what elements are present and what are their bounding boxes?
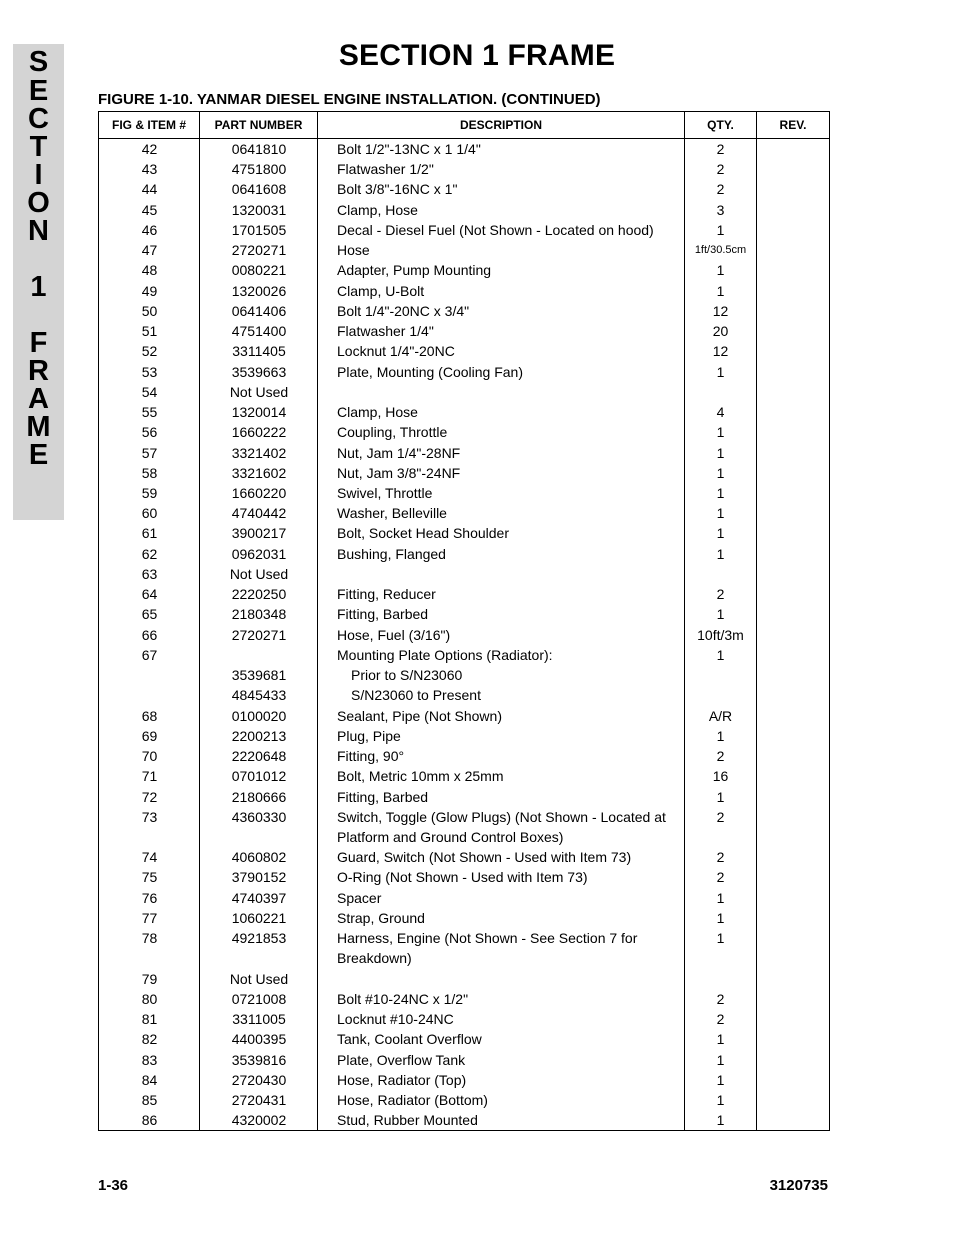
side-tab-letter: F (29, 327, 48, 359)
table-row (99, 260, 829, 280)
description-cell: Coupling, Throttle (337, 424, 448, 441)
table-row (99, 908, 829, 928)
description-cell: Bolt #10-24NC x 1/2" (337, 990, 469, 1007)
item-number-cell: 50 (141, 302, 158, 319)
item-number-cell: 47 (141, 242, 158, 259)
description-cell: Plate, Mounting (Cooling Fan) (337, 363, 523, 380)
item-number-cell: 71 (141, 768, 158, 785)
description-cell: Fitting, 90° (337, 748, 405, 765)
part-number-cell: 1660220 (231, 484, 287, 501)
description-cell: Flatwasher 1/4" (337, 323, 434, 340)
description-cell: Locknut #10-24NC (337, 1011, 454, 1028)
table-row (99, 422, 829, 442)
description-cell: Hose, Radiator (Top) (337, 1071, 467, 1088)
quantity-cell: 1 (716, 1071, 725, 1088)
part-number-cell: 4740397 (231, 889, 287, 906)
part-number-cell: 3321602 (231, 464, 287, 481)
item-number-cell: 61 (141, 525, 158, 542)
table-row (99, 969, 829, 989)
part-number-cell: 0641810 (231, 141, 287, 157)
item-number-cell: 55 (141, 404, 158, 421)
item-number-cell: 72 (141, 788, 158, 805)
part-number-cell: Not Used (229, 565, 289, 582)
description-cell: Nut, Jam 1/4"-28NF (337, 444, 461, 461)
table-row (99, 564, 829, 584)
table-row (99, 301, 829, 321)
item-number-cell: 43 (141, 161, 158, 178)
table-row (99, 503, 829, 523)
item-number-cell: 46 (141, 221, 158, 238)
description-cell: Decal - Diesel Fuel (Not Shown - Located on hood) (337, 221, 654, 238)
table-row (99, 584, 829, 604)
item-number-cell: 74 (141, 849, 158, 866)
side-tab-letter: I (34, 159, 43, 191)
table-row (99, 726, 829, 746)
item-number-cell: 56 (141, 424, 158, 441)
item-number-cell: 57 (141, 444, 158, 461)
item-number-cell: 52 (141, 343, 158, 360)
part-number-cell: 3539816 (231, 1051, 287, 1068)
table-row (99, 685, 829, 705)
part-number-cell: 4921853 (231, 930, 287, 947)
table-row (99, 787, 829, 807)
side-tab-letter: E (28, 75, 49, 107)
quantity-cell: 12 (712, 302, 729, 319)
description-cell: Strap, Ground (337, 909, 425, 926)
description-cell: Bolt 3/8"-16NC x 1" (337, 181, 458, 198)
description-cell: Bolt, Metric 10mm x 25mm (337, 768, 504, 785)
part-number-cell: 1320014 (231, 404, 287, 421)
quantity-cell: 1 (716, 909, 725, 926)
part-number-cell: 2180348 (231, 606, 287, 623)
table-row (99, 179, 829, 199)
quantity-cell: 1 (716, 1112, 725, 1129)
item-number-cell: 64 (141, 586, 158, 603)
item-number-cell: 42 (141, 141, 158, 157)
part-number-cell: 3900217 (231, 525, 287, 542)
description-cell: O-Ring (Not Shown - Used with Item 73) (337, 869, 588, 886)
part-number-cell: 2720271 (231, 626, 287, 643)
quantity-cell: 2 (716, 869, 725, 886)
table-row (99, 240, 829, 260)
item-number-cell: 53 (141, 363, 158, 380)
item-number-cell: 66 (141, 626, 158, 643)
quantity-cell: 1 (716, 606, 725, 623)
description-cell: Stud, Rubber Mounted (337, 1112, 478, 1129)
item-number-cell: 51 (141, 323, 158, 340)
table-row (99, 483, 829, 503)
table-row (99, 1070, 829, 1090)
quantity-cell: 1 (716, 1051, 725, 1068)
part-number-cell: 0641406 (231, 302, 287, 319)
table-row (99, 847, 829, 867)
description-cell: Swivel, Throttle (337, 484, 433, 501)
table-row (99, 604, 829, 624)
item-number-cell: 49 (141, 282, 158, 299)
quantity-cell: 1 (716, 464, 725, 481)
item-number-cell: 59 (141, 484, 158, 501)
description-cell: Clamp, Hose (337, 404, 418, 421)
part-number-cell: 1701505 (231, 221, 287, 238)
item-number-cell: 85 (141, 1092, 158, 1109)
table-row (99, 200, 829, 220)
document-number: 3120735 (769, 1177, 828, 1194)
item-number-cell: 86 (141, 1112, 158, 1129)
item-number-cell: 76 (141, 889, 158, 906)
item-number-cell: 73 (141, 808, 158, 825)
quantity-cell: 2 (716, 990, 725, 1007)
description-cell: Fitting, Barbed (337, 606, 429, 623)
quantity-cell: 2 (716, 808, 725, 825)
table-row (99, 625, 829, 645)
part-number-cell: 1660222 (231, 424, 287, 441)
description-cell: Hose (337, 242, 370, 259)
quantity-cell: 1 (716, 889, 725, 906)
table-row (99, 928, 829, 968)
item-number-cell: 84 (141, 1071, 158, 1088)
part-number-cell: 0721008 (231, 990, 287, 1007)
table-row (99, 463, 829, 483)
quantity-cell: 1 (716, 484, 725, 501)
part-number-cell: 3311405 (232, 343, 286, 360)
quantity-cell: 1 (716, 545, 725, 562)
quantity-cell: 1 (716, 424, 725, 441)
quantity-cell: 2 (716, 849, 725, 866)
quantity-cell: 20 (712, 323, 729, 340)
description-cell: Adapter, Pump Mounting (337, 262, 492, 279)
table-row (99, 1029, 829, 1049)
part-number-cell: 3539663 (231, 363, 287, 380)
table-row (99, 1090, 829, 1110)
table-row (99, 746, 829, 766)
item-number-cell: 77 (141, 909, 158, 926)
part-number-cell: 0962031 (231, 545, 287, 562)
description-cell: Fitting, Barbed (337, 788, 429, 805)
section-side-tab (13, 44, 64, 520)
item-number-cell: 70 (141, 748, 158, 765)
description-cell: Tank, Coolant Overflow (337, 1031, 482, 1048)
item-number-cell: 80 (141, 990, 158, 1007)
item-number-cell: 79 (141, 970, 158, 987)
quantity-cell: 1ft/30.5cm (694, 244, 747, 257)
table-row (99, 706, 829, 726)
part-number-cell: 2200213 (231, 727, 287, 744)
description-cell: Locknut 1/4"-20NC (337, 343, 455, 360)
description-cell: Hose, Radiator (Bottom) (337, 1092, 488, 1109)
header-description: DESCRIPTION (459, 118, 542, 132)
description-cell: Nut, Jam 3/8"-24NF (337, 464, 461, 481)
part-number-cell: 0641608 (231, 181, 287, 198)
header-part-number: PART NUMBER (214, 118, 303, 132)
description-cell: Bolt 1/4"-20NC x 3/4" (337, 302, 470, 319)
part-number-cell: 4751800 (231, 161, 287, 178)
part-number-cell: 4060802 (231, 849, 287, 866)
quantity-cell: 1 (716, 1092, 725, 1109)
header-fig-item: FIG & ITEM # (111, 118, 186, 132)
parts-table (98, 111, 830, 1131)
item-number-cell: 65 (141, 606, 158, 623)
section-title: SECTION 1 FRAME (338, 39, 616, 72)
description-cell: Guard, Switch (Not Shown - Used with Item 73) (337, 849, 632, 866)
part-number-cell: 2220648 (231, 748, 287, 765)
item-number-cell: 69 (141, 727, 158, 744)
quantity-cell: 1 (716, 262, 725, 279)
description-cell: Bushing, Flanged (337, 545, 446, 562)
description-cell: Fitting, Reducer (337, 586, 436, 603)
part-number-cell: 2720271 (231, 242, 287, 259)
table-row (99, 867, 829, 887)
quantity-cell: 4 (716, 404, 725, 421)
side-tab-letter: O (27, 187, 50, 219)
description-cell: Harness, Engine (Not Shown - See Section 7 for Breakdown) (337, 930, 638, 967)
side-tab-letter: T (29, 131, 48, 163)
table-row (99, 382, 829, 402)
part-number-cell: Not Used (229, 383, 289, 400)
description-cell: Sealant, Pipe (Not Shown) (337, 707, 502, 724)
table-row (99, 1050, 829, 1070)
table-row (99, 321, 829, 341)
table-row (99, 665, 829, 685)
item-number-cell: 83 (141, 1051, 158, 1068)
table-row (99, 1110, 829, 1130)
quantity-cell: 2 (716, 141, 725, 157)
table-row (99, 443, 829, 463)
part-number-cell: 3539681 (231, 667, 287, 684)
item-number-cell: 45 (141, 201, 158, 218)
quantity-cell: 1 (716, 788, 725, 805)
table-row (99, 281, 829, 301)
side-tab-letter: C (28, 103, 49, 135)
description-cell: Washer, Belleville (337, 505, 447, 522)
part-number-cell: 0701012 (231, 768, 287, 785)
part-number-cell: 0080221 (231, 262, 287, 279)
part-number-cell: 0100020 (231, 707, 287, 724)
item-number-cell: 54 (141, 383, 158, 400)
part-number-cell: 2180666 (231, 788, 287, 805)
table-row (99, 362, 829, 382)
quantity-cell: 12 (712, 343, 729, 360)
table-row (99, 645, 829, 665)
table-row (99, 341, 829, 361)
table-row (99, 807, 829, 847)
quantity-cell: 1 (716, 282, 725, 299)
quantity-cell: A/R (708, 707, 733, 724)
description-cell: Plate, Overflow Tank (337, 1051, 466, 1068)
description-cell: Prior to S/N23060 (351, 667, 463, 684)
side-tab-letter: S (28, 46, 49, 78)
table-row (99, 159, 829, 179)
table-row (99, 1009, 829, 1029)
item-number-cell: 67 (141, 646, 158, 663)
quantity-cell: 1 (716, 221, 725, 238)
side-tab-letter: M (26, 411, 51, 443)
part-number-cell: 2720431 (231, 1092, 287, 1109)
part-number-cell: 1320031 (231, 201, 287, 218)
description-cell: Hose, Fuel (3/16") (337, 626, 451, 643)
table-row (99, 523, 829, 543)
table-body (99, 139, 829, 1130)
table-header-row (99, 112, 829, 139)
quantity-cell: 1 (716, 363, 725, 380)
description-cell: Clamp, Hose (337, 201, 418, 218)
quantity-cell: 1 (716, 727, 725, 744)
part-number-cell: 4845433 (231, 687, 287, 704)
quantity-cell: 2 (716, 1011, 725, 1028)
item-number-cell: 44 (141, 181, 158, 198)
quantity-cell: 2 (716, 181, 725, 198)
part-number-cell: Not Used (229, 970, 289, 987)
quantity-cell: 2 (716, 586, 725, 603)
description-cell: Plug, Pipe (337, 727, 401, 744)
part-number-cell: 4320002 (231, 1112, 287, 1129)
quantity-cell: 3 (716, 201, 725, 218)
table-row (99, 989, 829, 1009)
page-number: 1-36 (98, 1177, 129, 1194)
part-number-cell: 3790152 (231, 869, 287, 886)
side-tab-letter: N (28, 215, 49, 247)
figure-title: FIGURE 1-10. YANMAR DIESEL ENGINE INSTALLATION. (CONTINUED) (98, 91, 601, 108)
quantity-cell: 1 (716, 444, 725, 461)
item-number-cell: 75 (141, 869, 158, 886)
part-number-cell: 4360330 (231, 808, 287, 825)
quantity-cell: 2 (716, 161, 725, 178)
part-number-cell: 2720430 (231, 1071, 287, 1088)
item-number-cell: 60 (141, 505, 158, 522)
header-qty: QTY. (707, 118, 734, 132)
table-row (99, 888, 829, 908)
part-number-cell: 1060221 (231, 909, 287, 926)
part-number-cell: 3321402 (231, 444, 287, 461)
quantity-cell: 16 (712, 768, 729, 785)
item-number-cell: 63 (141, 565, 158, 582)
description-cell: Flatwasher 1/2" (337, 161, 434, 178)
item-number-cell: 62 (141, 545, 158, 562)
table-row (99, 402, 829, 422)
quantity-cell: 1 (716, 930, 725, 947)
side-tab-letter: E (28, 439, 49, 471)
table-row (99, 220, 829, 240)
item-number-cell: 58 (141, 464, 158, 481)
item-number-cell: 81 (141, 1011, 158, 1028)
description-cell: Bolt 1/2"-13NC x 1 1/4" (337, 141, 481, 157)
quantity-cell: 1 (716, 646, 725, 663)
part-number-cell: 4400395 (231, 1031, 287, 1048)
item-number-cell: 68 (141, 707, 158, 724)
table-row (99, 766, 829, 786)
description-cell: Switch, Toggle (Glow Plugs) (Not Shown - Located at Platform and Ground Control Boxes) (337, 808, 666, 845)
quantity-cell: 1 (716, 505, 725, 522)
item-number-cell: 82 (141, 1031, 158, 1048)
item-number-cell: 48 (141, 262, 158, 279)
part-number-cell: 4751400 (231, 323, 287, 340)
header-rev: REV. (779, 118, 807, 132)
side-tab-letter: R (28, 355, 49, 387)
item-number-cell: 78 (141, 930, 158, 947)
part-number-cell: 3311005 (232, 1011, 286, 1028)
table-row (99, 544, 829, 564)
part-number-cell: 2220250 (231, 586, 287, 603)
description-cell: Mounting Plate Options (Radiator): (337, 646, 553, 663)
side-tab-letter: 1 (30, 271, 47, 303)
part-number-cell: 1320026 (231, 282, 287, 299)
table-row (99, 139, 829, 159)
part-number-cell: 4740442 (231, 505, 287, 522)
quantity-cell: 10ft/3m (697, 626, 744, 643)
description-cell: S/N23060 to Present (351, 687, 481, 704)
side-tab-letter: A (28, 383, 49, 415)
quantity-cell: 2 (716, 748, 725, 765)
quantity-cell: 1 (716, 1031, 725, 1048)
description-cell: Spacer (337, 889, 382, 906)
description-cell: Bolt, Socket Head Shoulder (337, 525, 509, 542)
quantity-cell: 1 (716, 525, 725, 542)
description-cell: Clamp, U-Bolt (337, 282, 425, 299)
